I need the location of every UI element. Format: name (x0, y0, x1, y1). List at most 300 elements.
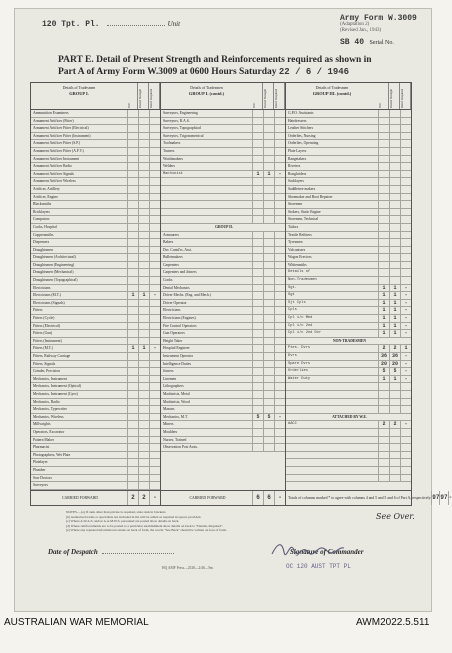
table-row (286, 269, 411, 277)
table-row (161, 148, 285, 156)
title-line-1: PART E. Detail of Present Strength and Reinforcements required as shown in (58, 55, 372, 65)
cell-reinf (149, 156, 160, 163)
trade-name: ATTACHED BY W.E. (332, 414, 367, 419)
trade-name: Electricians (Signals) (33, 300, 65, 305)
cell-reinf (274, 437, 285, 444)
trade-name (161, 178, 252, 185)
trade-name: Mechanics, Wireless (33, 414, 64, 419)
trade-name: Plate Layers (288, 148, 307, 153)
cell-we: 1 (378, 323, 389, 330)
cell-we (252, 262, 263, 269)
cell-posted (263, 323, 274, 330)
cell-posted (263, 300, 274, 307)
cell-posted (138, 186, 149, 193)
cell-we (378, 156, 389, 163)
trade-name: Mechanics, Radio (33, 399, 60, 404)
cell-reinf (274, 209, 285, 216)
trade-name: Surveyors, Trigonometrical (162, 133, 204, 138)
cell-reinf (149, 247, 160, 254)
cell-reinf (400, 171, 411, 178)
cell-we (252, 201, 263, 208)
column-sub-reinf: Reinf. Required (400, 83, 411, 109)
serial-number (340, 38, 394, 47)
cell-we (252, 186, 263, 193)
cell-posted (138, 437, 149, 444)
trade-name: Roughriders (288, 171, 307, 176)
cell-posted (263, 140, 274, 147)
cell-reinf (149, 194, 160, 201)
cell-posted (389, 194, 400, 201)
trade-name: Artificer, Engine (33, 194, 58, 199)
table-row (31, 125, 160, 133)
trade-name: Fire Control Operators (162, 323, 197, 328)
trade-name: GROUP II. (215, 224, 233, 229)
cell-reinf (274, 156, 285, 163)
table-row (161, 330, 285, 338)
trade-name: Saw Doctors (33, 475, 52, 480)
table-row (161, 186, 285, 194)
cell-posted (389, 399, 400, 406)
trade-name: Sacklayers (288, 179, 304, 184)
table-row (31, 459, 160, 467)
cell-posted (138, 224, 149, 231)
table-row (31, 475, 160, 483)
cell-posted (138, 467, 149, 474)
cell-reinf (400, 475, 411, 482)
cell-we (127, 414, 138, 421)
cell-we (252, 209, 263, 216)
cell-reinf (149, 254, 160, 261)
table-row (31, 163, 160, 171)
group-heading-row (286, 338, 411, 346)
cell-we (127, 437, 138, 444)
trade-name: Fitters, Signals (33, 361, 56, 366)
cell-we (127, 262, 138, 269)
cell-posted (263, 232, 274, 239)
cell-reinf (400, 156, 411, 163)
serial-label: Serial No. (369, 40, 394, 46)
cell-reinf: 1 (400, 345, 411, 352)
cell-posted (263, 194, 274, 201)
table-row (161, 216, 285, 224)
trade-name: Machinists, Wood (162, 399, 190, 404)
cell-posted (389, 209, 400, 216)
table-row (286, 186, 411, 194)
cell-posted (389, 437, 400, 444)
trade-name: Fitters (33, 308, 43, 313)
cell-posted (389, 118, 400, 125)
cell-reinf (274, 262, 285, 269)
printer-imprint: HQ AMF Press—2528—2/46—9m (162, 566, 214, 570)
cell-reinf (274, 247, 285, 254)
cell-posted (263, 330, 274, 337)
trade-name: Armament Artificer Radio (33, 164, 72, 169)
cell-posted (263, 110, 274, 117)
trade-name: Non-Tradesmen (288, 278, 317, 283)
cell-reinf (400, 262, 411, 269)
trade-name: Electricians (Engines) (162, 316, 196, 321)
cell-reinf (400, 391, 411, 398)
cell-we (378, 110, 389, 117)
commander-label: Signature of Commander (290, 548, 364, 556)
cell-reinf (149, 315, 160, 322)
cell-we: 2 (378, 421, 389, 428)
cell-we (127, 216, 138, 223)
cell-reinf (274, 444, 285, 451)
cell-reinf (149, 383, 160, 390)
cell-posted (138, 232, 149, 239)
cell-reinf (149, 148, 160, 155)
table-row (286, 368, 411, 376)
table-row (286, 361, 411, 369)
cell-we (252, 383, 263, 390)
cell-we (378, 125, 389, 132)
cell-reinf (274, 353, 285, 360)
trade-name: Intelligence Duties (162, 361, 191, 366)
cell-we (378, 186, 389, 193)
column-sub-posted: Posted Strength (263, 83, 274, 109)
table-row (161, 414, 285, 422)
trade-name: Lithographers (162, 384, 184, 389)
cell-we (378, 171, 389, 178)
table-row (31, 239, 160, 247)
table-row (161, 345, 285, 353)
cell-we (127, 338, 138, 345)
cell-posted: 36 (389, 353, 400, 360)
trade-name: Draughtsmen (Mechanical) (33, 270, 74, 275)
cell-we (378, 459, 389, 466)
trade-name: Photographers, Wet Plate (33, 452, 71, 457)
table-row (286, 224, 411, 232)
table-row (31, 345, 160, 353)
cell-we (127, 232, 138, 239)
cell-we (252, 391, 263, 398)
cell-reinf (400, 444, 411, 451)
table-row (31, 353, 160, 361)
cell-reinf: - (400, 330, 411, 337)
cell-reinf (274, 125, 285, 132)
cell-we (252, 285, 263, 292)
cell-reinf (274, 216, 285, 223)
trade-name: Turners (162, 148, 175, 153)
despatch-line (48, 548, 174, 556)
trade-name: Joiners (162, 369, 174, 374)
cell-we (127, 163, 138, 170)
trade-name: Cooks (162, 278, 173, 283)
trade-name: Artificer, Artillery (33, 186, 60, 191)
trade-name: Dental Mechanics (162, 285, 190, 290)
cell-we (127, 156, 138, 163)
cell-we (252, 269, 263, 276)
cell-reinf (149, 399, 160, 406)
cell-we (127, 399, 138, 406)
cell-posted (138, 300, 149, 307)
cell-we (127, 186, 138, 193)
handwritten-signature (268, 538, 348, 560)
cell-posted (263, 353, 274, 360)
table-column-group-1 (31, 83, 160, 505)
table-row (161, 437, 285, 445)
cell-reinf (274, 110, 285, 117)
cell-we (378, 194, 389, 201)
cell-posted (263, 376, 274, 383)
cell-we (252, 148, 263, 155)
table-row (286, 178, 411, 186)
table-row (286, 345, 411, 353)
trade-name: Operators, Excavator (33, 429, 65, 434)
form-ref-line-1: Army Form W.3009 (340, 14, 417, 23)
table-row (286, 292, 411, 300)
cell-posted (263, 406, 274, 413)
cell-reinf (149, 118, 160, 125)
table-row (31, 300, 160, 308)
cell-posted (389, 125, 400, 132)
cell-we (127, 285, 138, 292)
cell-reinf (149, 178, 160, 185)
cell-posted (138, 376, 149, 383)
cell-posted (263, 429, 274, 436)
cell-posted (389, 391, 400, 398)
cell-reinf (149, 475, 160, 482)
cell-posted (263, 269, 274, 276)
trade-name: Armament Artificer Signals (33, 171, 74, 176)
cell-reinf (400, 269, 411, 276)
despatch-label: Date of Despatch (48, 548, 98, 556)
cell-posted (138, 194, 149, 201)
cell-we (252, 140, 263, 147)
table-row (31, 254, 160, 262)
cell-we (378, 247, 389, 254)
cell-posted (389, 452, 400, 459)
cell-posted: 5 (389, 368, 400, 375)
cell-posted (138, 163, 149, 170)
table-row (161, 232, 285, 240)
cell-reinf: - (400, 376, 411, 383)
trade-name (161, 216, 252, 223)
cell-reinf (274, 338, 285, 345)
cell-we (252, 353, 263, 360)
table-row (286, 254, 411, 262)
cell-posted (389, 186, 400, 193)
cell-reinf (400, 224, 411, 231)
cell-posted (389, 110, 400, 117)
cell-we (252, 292, 263, 299)
cell-reinf (149, 444, 160, 451)
cell-posted: 1 (389, 292, 400, 299)
cell-we (127, 247, 138, 254)
cell-reinf (149, 361, 160, 368)
cell-reinf (400, 467, 411, 474)
cell-reinf (400, 186, 411, 193)
cell-reinf (149, 467, 160, 474)
cell-reinf: - (400, 300, 411, 307)
cell-posted (138, 254, 149, 261)
table-row (286, 148, 411, 156)
cell-posted (263, 156, 274, 163)
table-row (161, 353, 285, 361)
table-row (286, 323, 411, 331)
cell-posted (138, 285, 149, 292)
cell-reinf (149, 224, 160, 231)
cell-we (252, 376, 263, 383)
table-row (31, 323, 160, 331)
cell-posted (263, 307, 274, 314)
cell-reinf (274, 421, 285, 428)
table-row (31, 406, 160, 414)
table-row (31, 292, 160, 300)
table-row (31, 216, 160, 224)
cell-we (127, 383, 138, 390)
table-row (286, 376, 411, 384)
trade-name: Fitters (Instrument) (33, 338, 62, 343)
trade-name: Ptes. Dvrs (288, 346, 311, 351)
group-heading-row (286, 414, 411, 422)
trade-name: Vulcanisers (288, 247, 306, 252)
trade-name: Linemen (162, 376, 177, 381)
cell-we (378, 277, 389, 284)
cell-posted (389, 171, 400, 178)
cell-we (127, 459, 138, 466)
table-row (286, 475, 411, 483)
cell-reinf (274, 315, 285, 322)
trade-name: Draughtsmen (Architectural) (33, 255, 76, 260)
note-line: (c) Where A.W.A.S. and/or A.A.M.W.S. personnel are posted show details on back. (66, 519, 180, 524)
cell-reinf (149, 277, 160, 284)
table-row (161, 254, 285, 262)
cell-posted (263, 338, 274, 345)
cell-reinf (400, 125, 411, 132)
table-row (31, 285, 160, 293)
cell-we (127, 391, 138, 398)
trade-name: Hospital Engineer (162, 346, 190, 351)
cell-posted: 2 (389, 421, 400, 428)
cell-posted: 5 (263, 414, 274, 421)
cell-we (252, 194, 263, 201)
serial-typed: SB 40 (340, 38, 365, 47)
table-row (286, 452, 411, 460)
cell-posted (138, 361, 149, 368)
cell-posted (263, 254, 274, 261)
cell-posted (389, 459, 400, 466)
table-row (31, 224, 160, 232)
trade-name: Mechanics, Typewriter (33, 407, 67, 412)
trade-name (286, 383, 378, 390)
table-row (31, 452, 160, 460)
cell-we: 1 (378, 330, 389, 337)
cell-posted (263, 163, 274, 170)
trade-name: Whitesmiths (288, 262, 307, 267)
column-sub-we: W.E. (378, 83, 389, 109)
trade-name: Storemen (288, 202, 303, 207)
cell-posted (389, 429, 400, 436)
table-row (286, 353, 411, 361)
trade-name (286, 467, 378, 474)
cell-reinf (400, 133, 411, 140)
cell-we (378, 429, 389, 436)
cell-posted: 1 (389, 323, 400, 330)
trade-name: Rangetakers (288, 156, 307, 161)
cell-we (252, 361, 263, 368)
table-row (286, 209, 411, 217)
carried-forward-row: CARRIED FORWARD 2 2 - (31, 490, 160, 505)
cell-posted (138, 201, 149, 208)
cell-reinf (149, 452, 160, 459)
table-row (286, 444, 411, 452)
cell-posted (263, 125, 274, 132)
cell-we (127, 315, 138, 322)
trade-name: Cpl i/c 2nd Dvr (288, 331, 322, 336)
trade-name: G.P.O. Assistants (288, 111, 314, 115)
column-header (31, 83, 160, 110)
cell-we (127, 323, 138, 330)
table-row (286, 140, 411, 148)
cell-we (378, 406, 389, 413)
cell-reinf (274, 201, 285, 208)
cell-reinf (274, 330, 285, 337)
cell-reinf (149, 171, 160, 178)
cell-reinf (400, 163, 411, 170)
cell-we (127, 429, 138, 436)
table-row (161, 163, 285, 171)
cell-posted (138, 421, 149, 428)
grand-total-row: Totals of columns marked * to agree with columns 4 and 5 and 5 and 6 of Part A, respectively. 97 97 - (286, 490, 411, 505)
table-row (31, 140, 160, 148)
table-row (161, 247, 285, 255)
table-row (161, 201, 285, 209)
cell-posted: 1 (138, 292, 149, 299)
cell-posted (263, 209, 274, 216)
column-header-group: GROUP III. (contd.) (312, 91, 352, 96)
cell-posted (389, 262, 400, 269)
table-row (161, 239, 285, 247)
cell-we (378, 444, 389, 451)
trade-name: Armament Artificer Fitter (Electrical) (33, 126, 89, 131)
trade-name: Tailors (288, 224, 299, 229)
table-row (31, 178, 160, 186)
column-header-label: Details of Tradesmen (315, 86, 349, 90)
cell-we (252, 421, 263, 428)
form-ref-line-2: (Adaptation 2) (340, 22, 370, 27)
cell-reinf: - (274, 171, 285, 178)
cell-reinf (274, 133, 285, 140)
cell-we (252, 406, 263, 413)
cell-we (252, 247, 263, 254)
column-sub-we: W.E. (252, 83, 263, 109)
cell-we (252, 399, 263, 406)
column-sub-reinf: Reinf. Required (274, 83, 285, 109)
cell-reinf (149, 163, 160, 170)
table-row (161, 444, 285, 452)
cell-reinf: - (400, 361, 411, 368)
table-row (161, 178, 285, 186)
cell-posted (263, 178, 274, 185)
trade-name (161, 186, 252, 193)
cell-reinf (149, 269, 160, 276)
cell-posted (263, 292, 274, 299)
cell-posted: 1 (389, 285, 400, 292)
trade-name: Masons (162, 407, 175, 412)
cell-reinf (400, 459, 411, 466)
trade-name: Pattern Maker (33, 437, 54, 442)
trade-name: Riveters (288, 164, 301, 169)
cell-we (127, 353, 138, 360)
cell-reinf (149, 125, 160, 132)
cell-we: 1 (378, 285, 389, 292)
trade-name: Fitters (Cycle) (33, 316, 55, 321)
trade-name: Platelayer (33, 460, 48, 465)
trade-name: Surveyors, Engineering (162, 111, 198, 115)
trade-name: Dvrs (288, 354, 297, 358)
